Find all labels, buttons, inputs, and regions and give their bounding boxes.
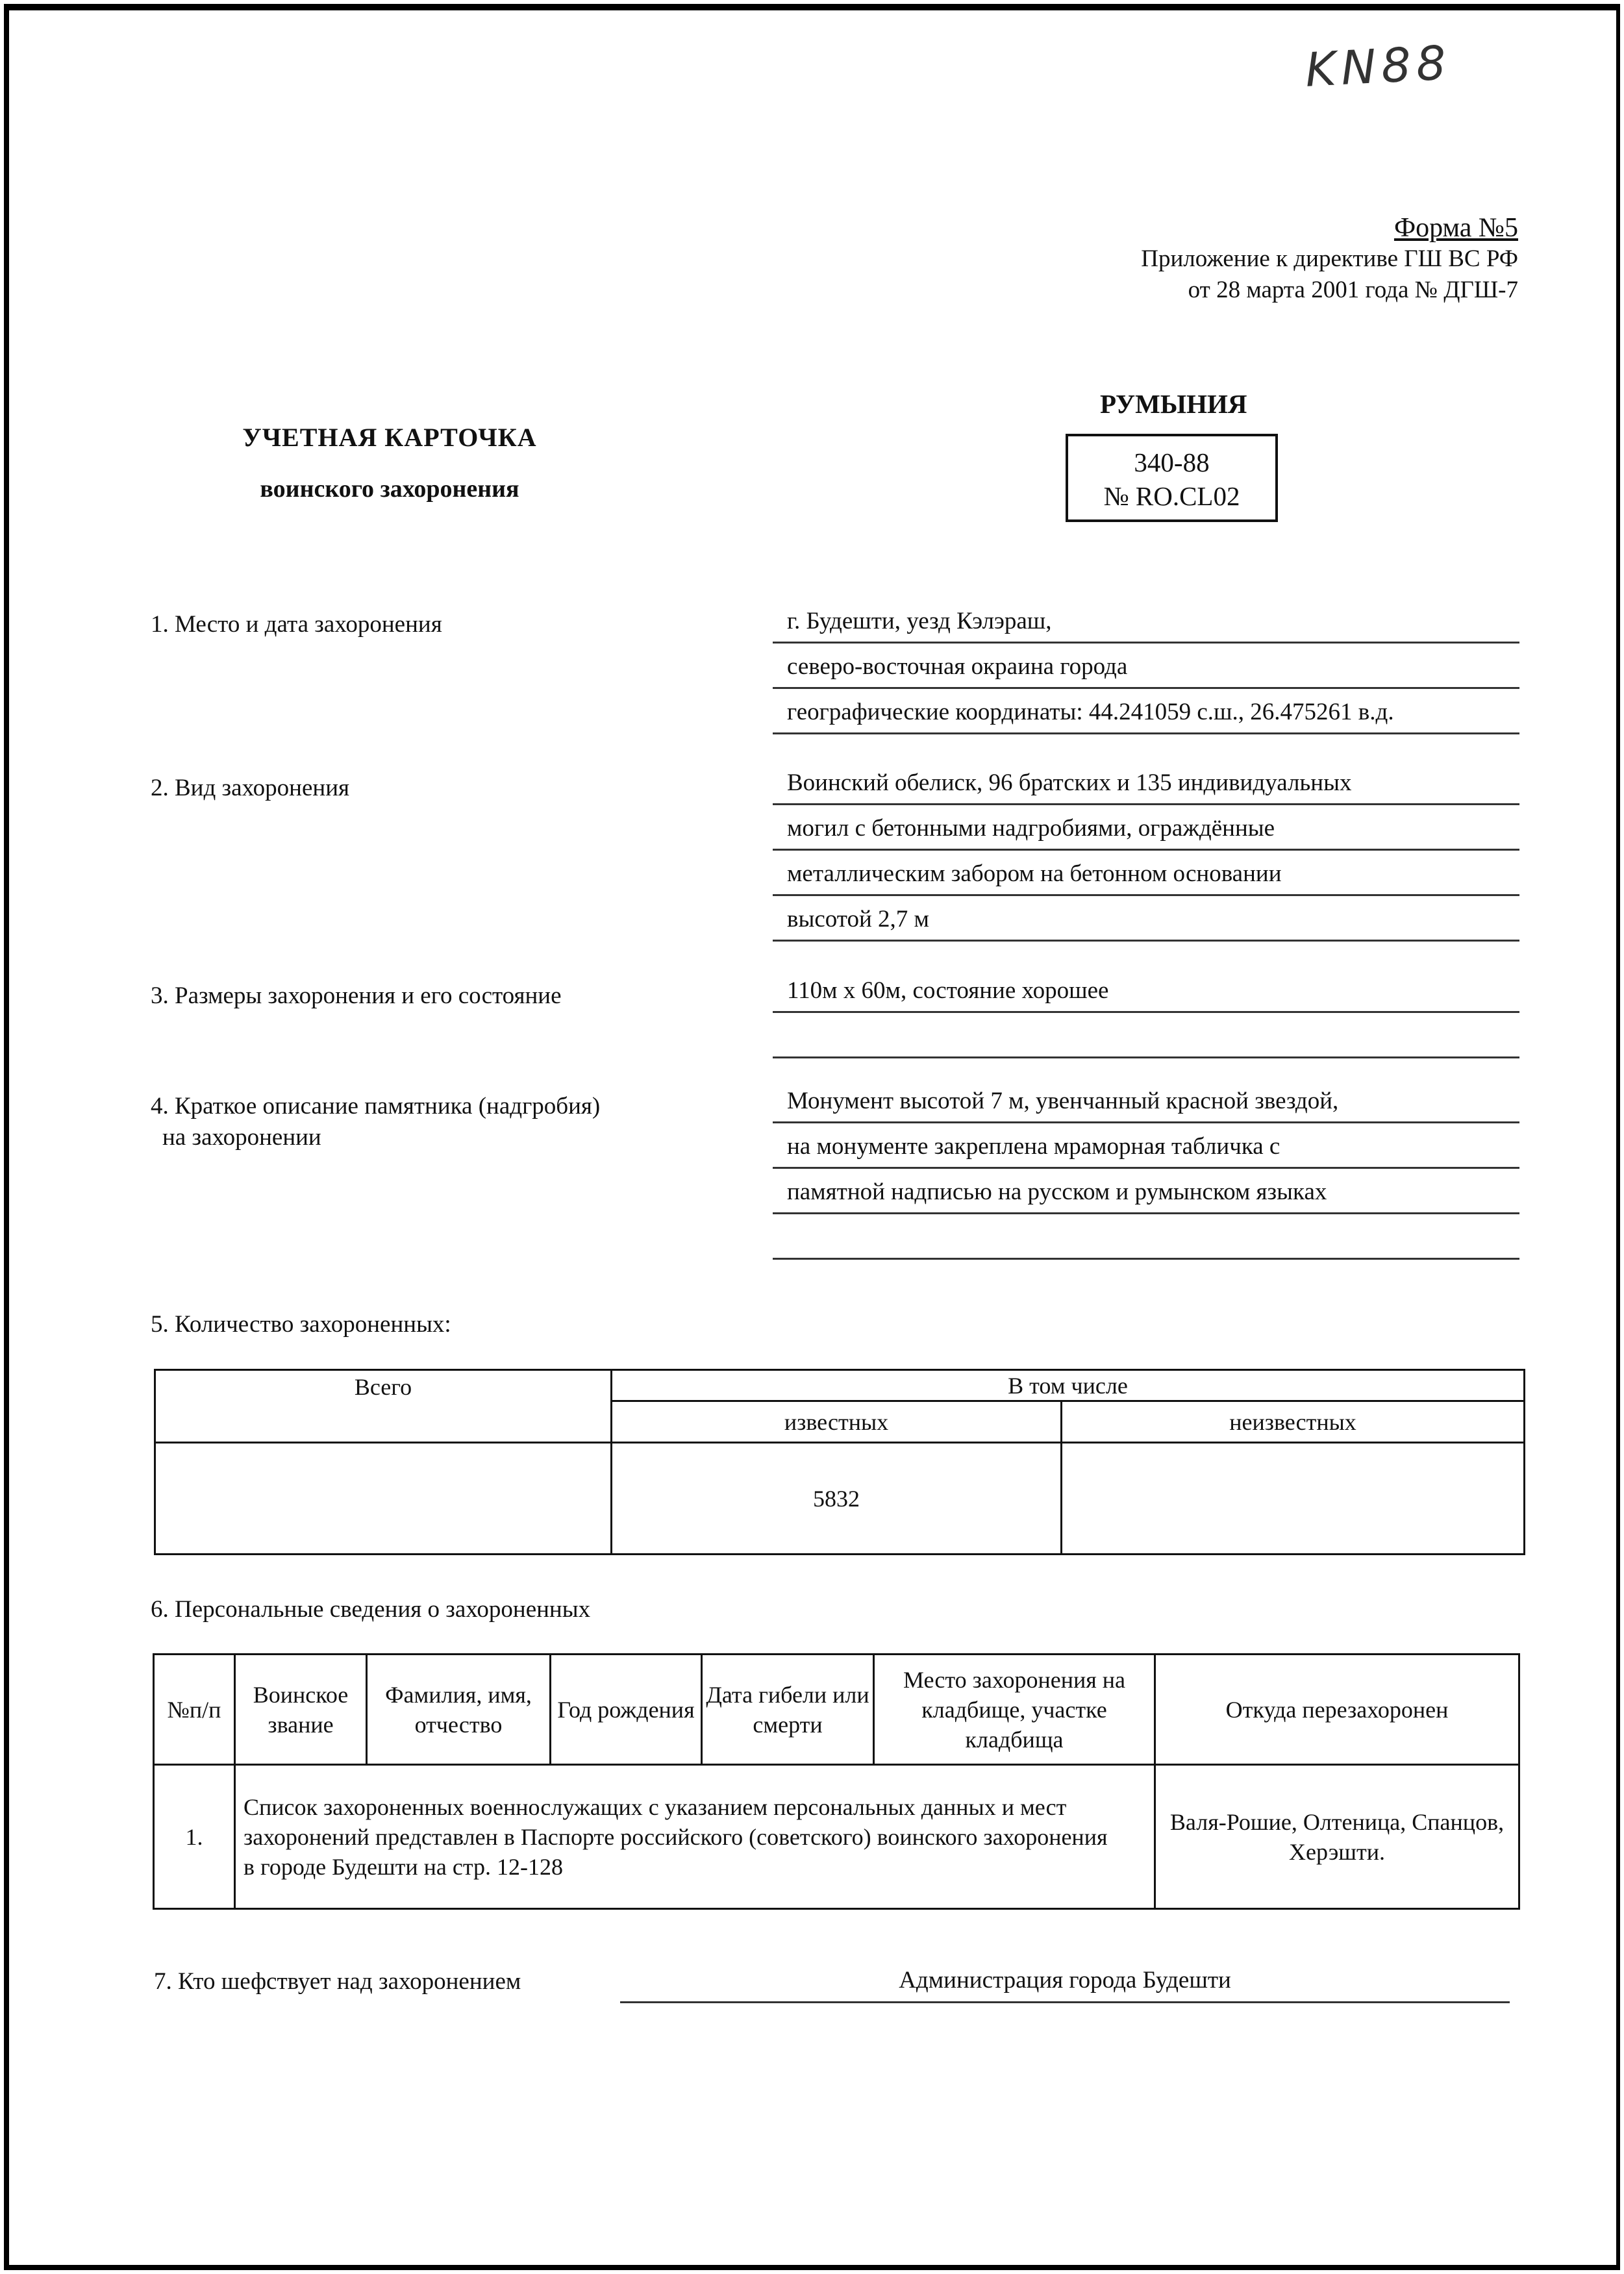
card-title <box>227 422 552 503</box>
section3-line-2 <box>773 1013 1519 1058</box>
col-known: известных <box>612 1401 1062 1443</box>
row-reburied-from: Валя-Рошие, Олтеница, Спанцов, Херэшти. <box>1155 1765 1519 1909</box>
value-known: 5832 <box>612 1443 1062 1555</box>
title-line-1: УЧЕТНАЯ КАРТОЧКА <box>242 423 537 452</box>
section6-label: 6. Персональные сведения о захороненных <box>151 1596 591 1623</box>
col-including: В том числе <box>612 1370 1525 1401</box>
header-reburied-from: Откуда перезахоронен <box>1155 1655 1519 1765</box>
section2-line-2 <box>773 805 1519 851</box>
header-death-date: Дата гибели или смерти <box>702 1655 874 1765</box>
section4-line-2 <box>773 1123 1519 1169</box>
section1-line-2 <box>773 643 1519 689</box>
section1-text-1: г. Будешти, уезд Кэлэраш, <box>787 608 1052 634</box>
section5-label: 5. Количество захороненных: <box>151 1311 451 1338</box>
section4-label <box>151 1091 600 1153</box>
section4-label-line-1: 4. Краткое описание памятника (надгробия) <box>151 1093 601 1119</box>
section2-text-2: могил с бетонными надгробиями, ограждённые <box>787 815 1275 842</box>
header-burial-place: Место захоронения на кладбище, участке кладбища <box>874 1655 1155 1765</box>
form-header <box>1141 212 1518 306</box>
col-unknown: неизвестных <box>1062 1401 1525 1443</box>
section4-line-3 <box>773 1169 1519 1214</box>
section2-line-1 <box>773 760 1519 805</box>
header-rank: Воинское звание <box>235 1655 367 1765</box>
value-total <box>155 1443 612 1555</box>
section4-label-line-2: на захоронении <box>162 1124 321 1151</box>
section2-line-4 <box>773 896 1519 942</box>
section4-text-1: Монумент высотой 7 м, увенчанный красной звездой, <box>787 1088 1339 1114</box>
section3-text-1: 110м х 60м, состояние хорошее <box>787 977 1109 1004</box>
header-full-name: Фамилия, имя, отчество <box>367 1655 551 1765</box>
title-line-2: воинского захоронения <box>260 475 519 503</box>
appendix-line-2: от 28 марта 2001 года № ДГШ-7 <box>1188 277 1518 303</box>
section2-text-4: высотой 2,7 м <box>787 906 929 932</box>
value-unknown <box>1062 1443 1525 1555</box>
section2-text-1: Воинский обелиск, 96 братских и 135 индивидуальных <box>787 769 1352 796</box>
form-number: Форма №5 <box>1393 213 1518 243</box>
burial-count-table <box>154 1369 1525 1555</box>
section4-line-1 <box>773 1078 1519 1123</box>
header-birth-year: Год рождения <box>551 1655 702 1765</box>
appendix-line-1: Приложение к директиве ГШ ВС РФ <box>1141 245 1518 272</box>
section1-text-3: географические координаты: 44.241059 с.ш., 26.475261 в.д. <box>787 699 1394 725</box>
code-line-2: № RO.CL02 <box>1103 481 1240 511</box>
row-number: 1. <box>154 1765 235 1909</box>
handwritten-note: KN88 <box>1303 35 1453 97</box>
section1-text-2: северо-восточная окраина города <box>787 653 1128 680</box>
row-list-reference: Список захороненных военнослужащих с указанием персональных данных и мест захоронений представлен в Паспорте российского (советского) воинского захоронения в городе Будешти на стр. 12-128 <box>235 1765 1155 1909</box>
country-name: РУМЫНИЯ <box>1100 389 1247 419</box>
section1-label: 1. Место и дата захоронения <box>151 611 442 638</box>
section7-label: 7. Кто шефствует над захоронением <box>154 1968 521 1995</box>
table-row <box>154 1765 1519 1909</box>
section3-line-1 <box>773 968 1519 1013</box>
section4-line-4 <box>773 1214 1519 1260</box>
section2-label: 2. Вид захоронения <box>151 775 350 801</box>
header-number: №п/п <box>154 1655 235 1765</box>
personal-info-table <box>153 1653 1520 1910</box>
section1-line-1 <box>773 598 1519 643</box>
section4-text-3: памятной надписью на русском и румынском языках <box>787 1179 1327 1205</box>
col-total: Всего <box>155 1370 612 1443</box>
section4-text-2: на монументе закреплена мраморная табличка с <box>787 1133 1280 1160</box>
section1-line-3 <box>773 689 1519 734</box>
section2-text-3: металлическим забором на бетонном основании <box>787 860 1282 887</box>
section3-label: 3. Размеры захоронения и его состояние <box>151 982 562 1009</box>
section2-line-3 <box>773 851 1519 896</box>
registration-code-box <box>1066 434 1278 522</box>
code-line-1: 340-88 <box>1134 447 1210 477</box>
section7-value: Администрация города Будешти <box>620 1966 1510 2003</box>
